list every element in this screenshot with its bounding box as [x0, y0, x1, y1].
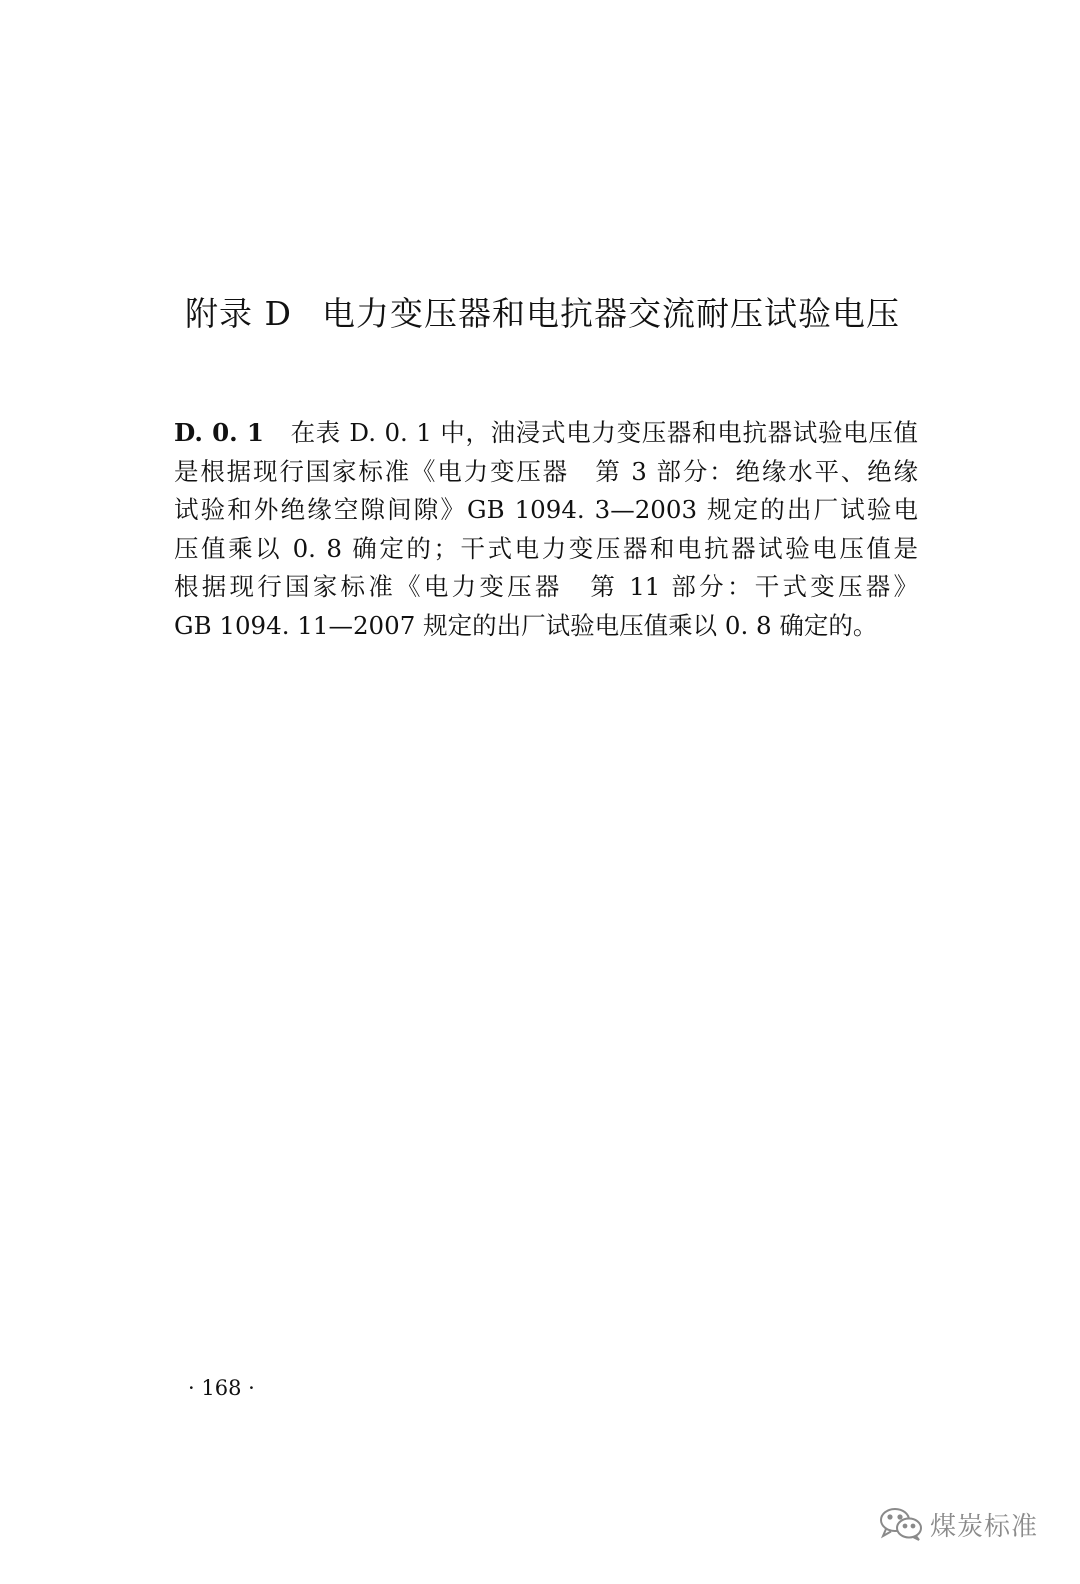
paragraph-line: 压值乘以 0. 8 确定的；干式电力变压器和电抗器试验电压值是 [174, 533, 918, 563]
paragraph-line: 根据现行国家标准《电力变压器 第 11 部分：干式变压器》 [174, 572, 918, 601]
clause-paragraph [174, 414, 918, 645]
wechat-icon [878, 1506, 924, 1542]
paragraph-line: GB 1094. 11—2007 规定的出厂试验电压值乘以 0. 8 确定的。 [174, 610, 878, 640]
appendix-label: 附录 D [185, 294, 292, 333]
page-number: · 168 · [188, 1376, 255, 1400]
paragraph-line: 是根据现行国家标准《电力变压器 第 3 部分：绝缘水平、绝缘 [174, 456, 918, 486]
paragraph-line-text: 在表 D. 0. 1 中，油浸式电力变压器和电抗器试验电压值 [289, 418, 918, 447]
paragraph-line [174, 414, 918, 453]
paragraph-line: 试验和外绝缘空隙间隙》GB 1094. 3—2003 规定的出厂试验电 [174, 495, 918, 524]
watermark-text: 煤炭标准 [930, 1511, 1039, 1542]
appendix-heading: 电力变压器和电抗器交流耐压试验电压 [321, 294, 900, 333]
watermark [878, 1504, 1038, 1544]
appendix-title [185, 292, 945, 336]
clause-number: D. 0. 1 [174, 418, 264, 447]
